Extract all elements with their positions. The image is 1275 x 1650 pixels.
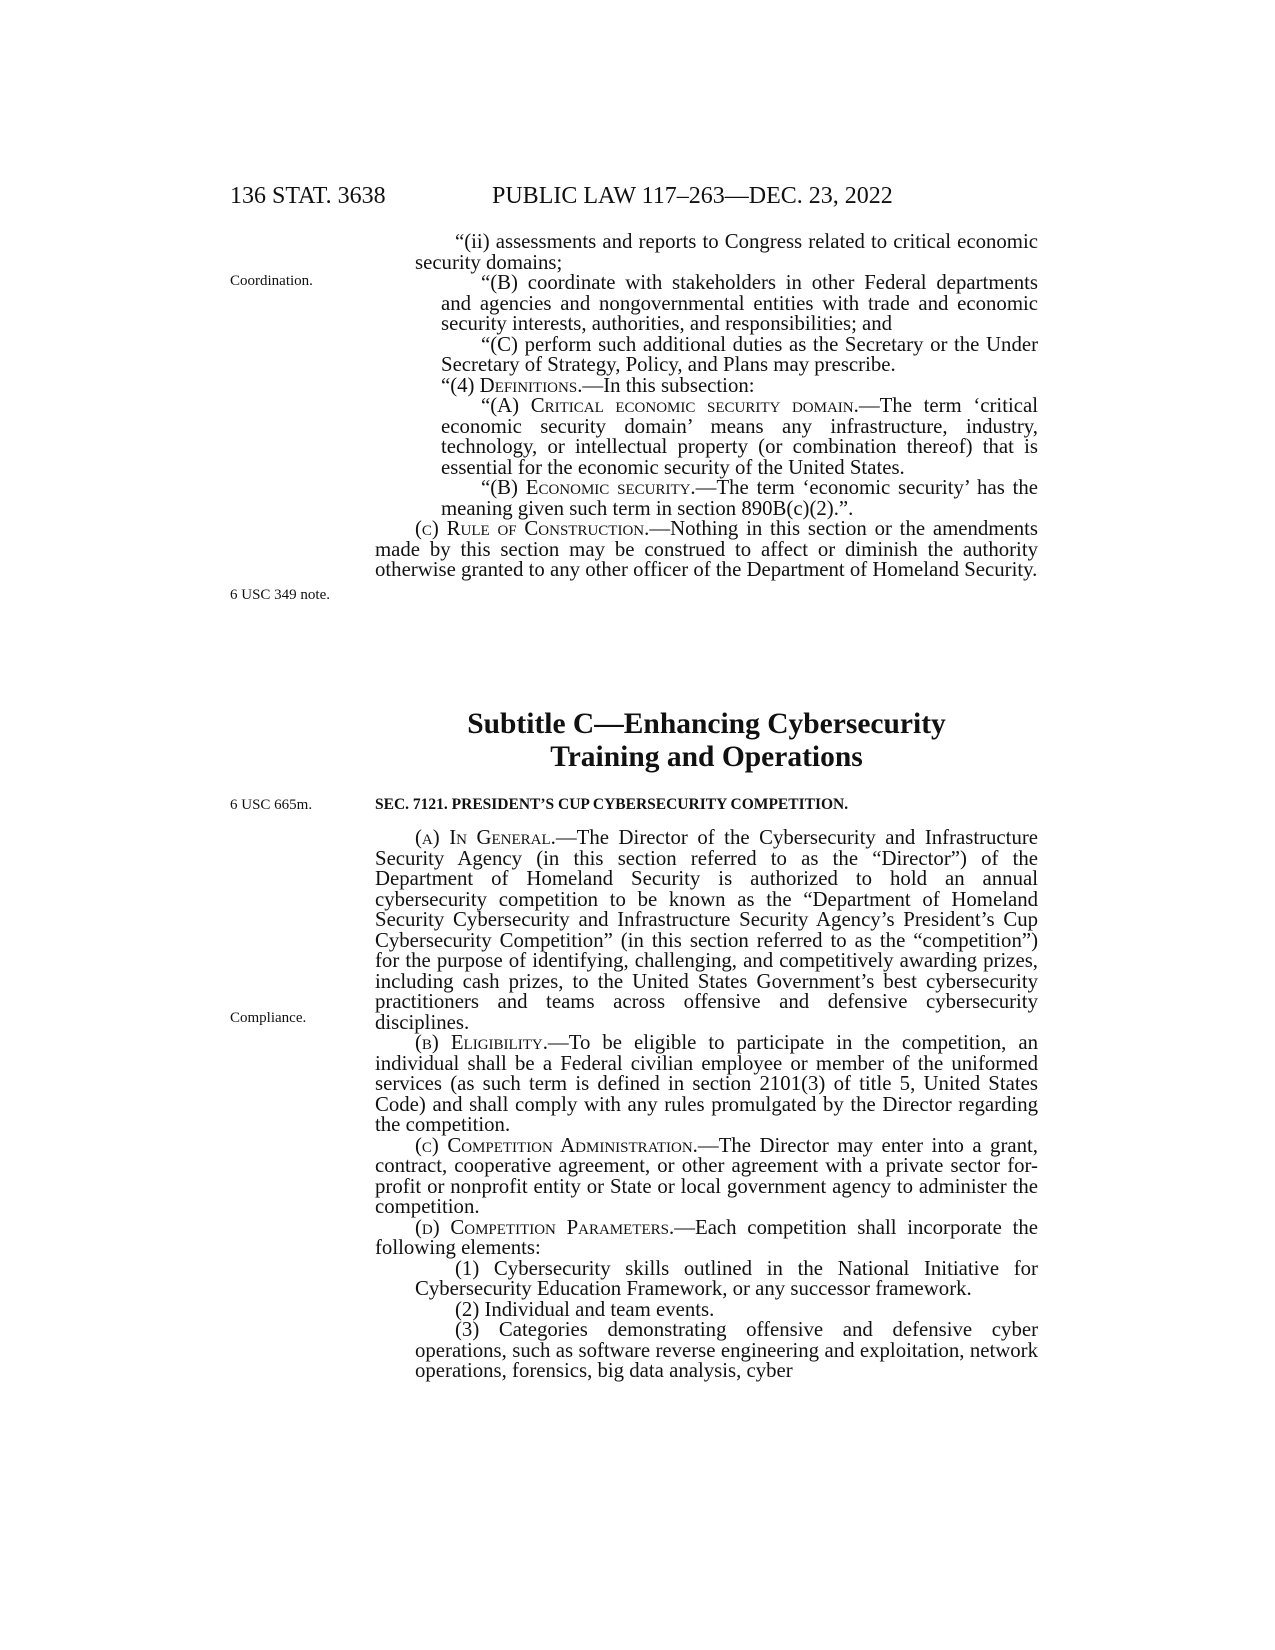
page-stat-number: 136 STAT. 3638 [230,183,386,209]
paragraph-d-parameters [375,1215,1038,1259]
administration-text: —The Director may enter into a grant, contract, cooperative agreement, or other agreement with a private sector for-profit or nonprofit entity or State or local government agency to administer the competition. [375,1133,1038,1218]
paragraph-d2: (2) Individual and team events. [455,1297,715,1321]
paragraph-ii: “(ii) assessments and reports to Congress related to critical economic security domains; [415,230,1038,274]
section-body [375,828,1038,1382]
in-general-text: —The Director of the Cybersecurity and Infrastructure Security Agency (in this section referred to as the “Director”) of the Department of Homeland Security is authorized to hold an annual cybersecurity competition to be known as the “Department of Homeland Security Cybersecurity and Infrastructure Security Agency’s President’s Cup Cybersecurity Competition” (in this section referred to as the “competition”) for the purpose of identifying, challenging, and competitively awarding prizes, including cash prizes, to the United States Government’s best cybersecurity practitioners and teams across offensive and defensive cybersecurity disciplines. [375,826,1038,1034]
paragraph-d1: (1) Cybersecurity skills outlined in the National Initiative for Cybersecurity Education Framework, or any successor framework. [415,1256,1038,1300]
economic-security-heading: “(B) Economic security. [481,476,696,499]
paragraph-c-rule-of-construction [375,519,1038,581]
top-text-block [375,232,1038,581]
in-general-heading: (a) In General. [415,826,556,849]
parameters-text: —Each competition shall incorporate the following elements: [375,1215,1038,1259]
section-heading: SEC. 7121. PRESIDENT’S CUP CYBERSECURITY COMPETITION. [375,796,849,813]
definitions-heading: “(4) Definitions. [441,373,583,397]
critical-domain-text: —The term ‘critical economic security domain’ means any infrastructure, industry, technology, or intellectual property (or combination thereof) that is essential for the economic security of the United States. [441,394,1038,479]
margin-note-usc-665m: 6 USC 665m. [230,797,313,813]
paragraph-C-duties: “(C) perform such additional duties as the Secretary or the Under Secretary of Strategy, Policy, and Plans may prescribe. [441,332,1038,376]
definitions-text: —In this subsection: [582,373,755,397]
economic-security-text: —The term ‘economic security’ has the meaning given such term in section 890B(c)(2).”. [441,476,1038,520]
margin-note-coordination: Coordination. [230,273,313,289]
critical-domain-heading: “(A) Critical economic security domain. [481,394,859,417]
rule-of-construction-heading: (c) Rule of Construction. [415,517,650,540]
parameters-heading: (d) Competition Parameters. [415,1215,675,1239]
subtitle-heading [375,708,1038,774]
paragraph-A-critical-domain [375,396,1038,478]
margin-note-compliance: Compliance. [230,1010,307,1026]
paragraph-b-eligibility [375,1033,1038,1136]
paragraph-B-economic-security [375,478,1038,519]
paragraph-4-definitions [375,373,1038,397]
page-header-title: PUBLIC LAW 117–263—DEC. 23, 2022 [492,183,893,209]
subtitle-line-2: Training and Operations [550,741,863,773]
margin-note-usc-349: 6 USC 349 note. [230,587,331,603]
rule-of-construction-text: —Nothing in this section or the amendments made by this section may be construed to affect or diminish the authority otherwise granted to any other officer of the Department of Homeland Security. [375,517,1038,581]
paragraph-c-administration [375,1133,1038,1218]
paragraph-d3: (3) Categories demonstrating offensive and defensive cyber operations, such as software reverse engineering and exploitation, network operations, forensics, big data analysis, cyber [415,1318,1038,1382]
eligibility-heading: (b) Eligibility. [415,1031,548,1054]
paragraph-B-coordinate: “(B) coordinate with stakeholders in other Federal departments and agencies and nongovernmental entities with trade and economic security interests, authorities, and responsibilities; and [441,271,1038,335]
administration-heading: (c) Competition Administration. [415,1133,698,1157]
eligibility-text: —To be eligible to participate in the competition, an individual shall be a Federal civilian employee or member of the uniformed services (as such term is defined in section 2101(3) of title 5, United States Code) and shall comply with any rules promulgated by the Director regarding the competition. [375,1031,1038,1136]
subtitle-line-1: Subtitle C—Enhancing Cybersecurity [467,708,946,740]
paragraph-a-in-general [375,828,1038,1033]
